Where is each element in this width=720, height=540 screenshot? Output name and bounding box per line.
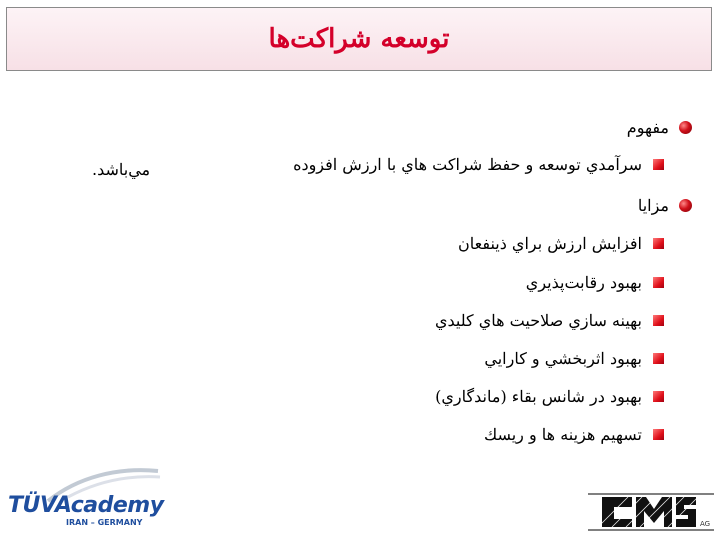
square-bullet-icon	[653, 277, 664, 288]
slide-title: توسعه شراکت‌ها	[268, 24, 450, 54]
tuv-logo-text: TÜVAcademy	[8, 493, 164, 518]
benefit-item-text: بهبود رقابت‌پذيري	[525, 273, 642, 292]
benefit-item	[484, 349, 664, 368]
square-bullet-icon	[653, 315, 664, 326]
cms-ag-logo	[588, 493, 714, 531]
square-bullet-icon	[653, 159, 664, 170]
benefits-heading: مزايا	[637, 196, 669, 215]
title-bar	[6, 7, 712, 71]
benefit-item-text: بهينه سازي صلاحيت هاي کليدي	[435, 311, 642, 330]
cms-ag-text: AG	[700, 520, 711, 528]
round-bullet-icon	[679, 121, 692, 134]
concept-definition-row	[293, 155, 664, 174]
square-bullet-icon	[653, 391, 664, 402]
round-bullet-icon	[679, 199, 692, 212]
square-bullet-icon	[653, 353, 664, 364]
tuv-academy-logo	[8, 467, 168, 531]
benefit-item	[526, 273, 664, 292]
benefit-item	[435, 311, 664, 330]
cms-logo-icon	[588, 493, 714, 531]
benefit-item-text: بهبود در شانس بقاء (ماندگاري)	[435, 387, 642, 406]
square-bullet-icon	[653, 238, 664, 249]
concept-heading-row	[627, 118, 692, 137]
tuv-logo-subtext: IRAN – GERMANY	[66, 518, 143, 527]
benefit-item	[458, 234, 664, 253]
benefit-item-text: افزايش ارزش براي ذينفعان	[458, 234, 642, 253]
square-bullet-icon	[653, 429, 664, 440]
benefit-item-text: بهبود اثربخشي و کارايي	[484, 349, 642, 368]
concept-heading: مفهوم	[626, 118, 669, 137]
benefit-item-text: تسهيم هزينه ها و ريسك	[483, 425, 642, 444]
concept-definition: سرآمدي توسعه و حفظ شراکت هاي با ارزش افزوده	[293, 155, 642, 174]
concept-definition-suffix: مي‌باشد.	[92, 160, 151, 179]
benefit-item	[435, 387, 664, 406]
benefit-item	[484, 425, 664, 444]
benefits-heading-row	[638, 196, 692, 215]
